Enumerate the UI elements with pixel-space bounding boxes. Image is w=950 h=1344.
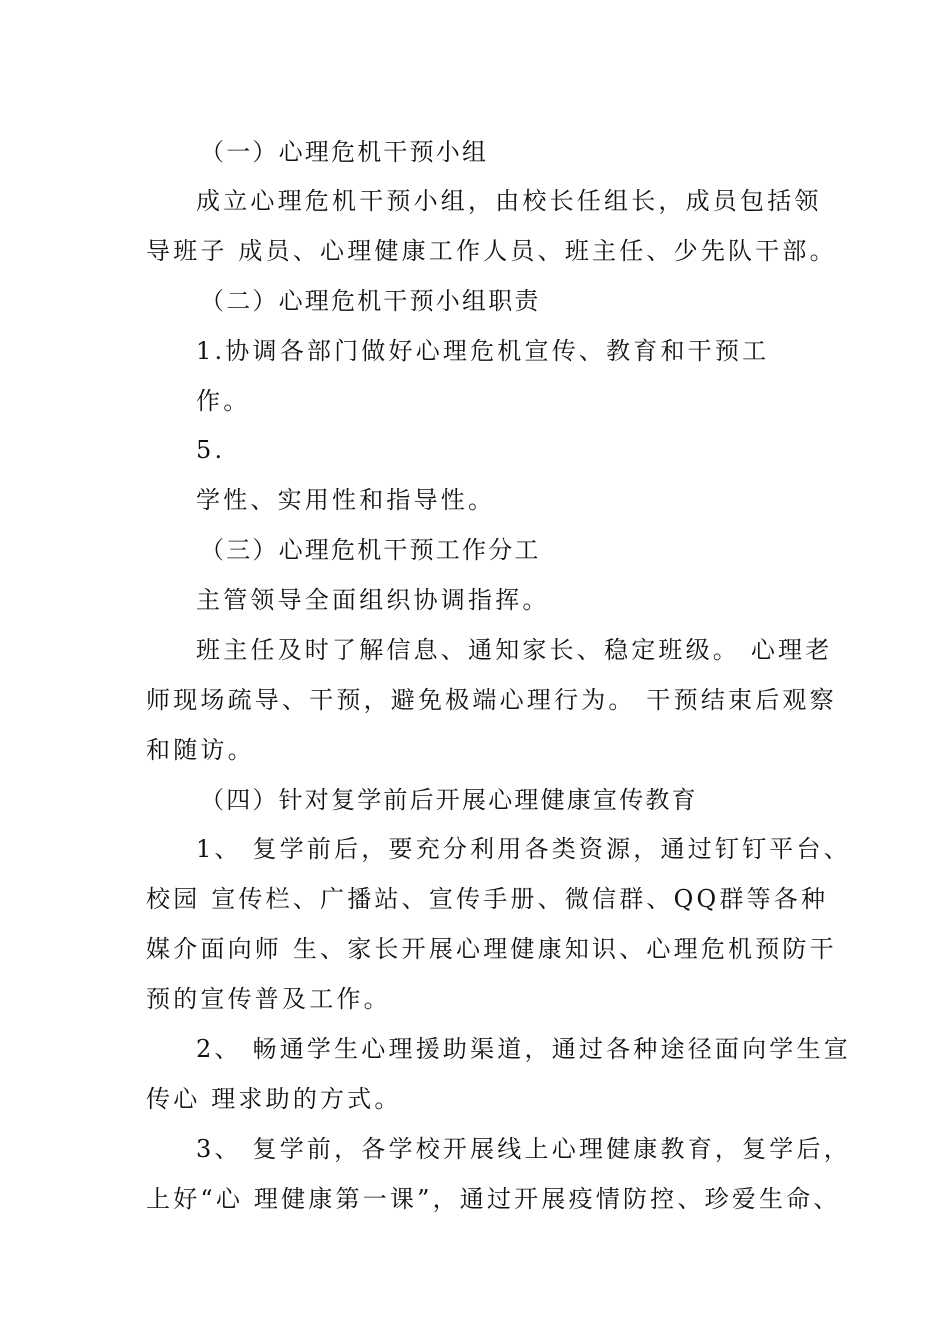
paragraph-line: 传心 理求助的方式。 xyxy=(146,1085,402,1113)
paragraph-line: 5. xyxy=(196,436,226,464)
paragraph-line: 上好“心 理健康第一课”，通过开展疫情防控、珍爱生命、 xyxy=(146,1185,841,1213)
section-heading-4: （四）针对复学前后开展心理健康宣传教育 xyxy=(200,786,698,814)
paragraph-line: 3、 复学前，各学校开展线上心理健康教育，复学后， xyxy=(196,1135,851,1163)
paragraph-line: 作。 xyxy=(196,387,251,415)
paragraph-line: 媒介面向师 生、家长开展心理健康知识、心理危机预防干 xyxy=(146,935,837,963)
section-heading-3: （三）心理危机干预工作分工 xyxy=(200,536,541,564)
paragraph-line: 学性、实用性和指导性。 xyxy=(196,486,496,514)
section-heading-1: （一）心理危机干预小组 xyxy=(200,138,489,166)
paragraph-line: 1.协调各部门做好心理危机宣传、教育和干预工 xyxy=(196,337,770,365)
paragraph-line: 和随访。 xyxy=(146,736,255,764)
paragraph-line: 师现场疏导、干预，避免极端心理行为。 干预结束后观察 xyxy=(146,686,837,714)
paragraph-line: 主管领导全面组织协调指挥。 xyxy=(196,586,550,614)
paragraph-line: 成立心理危机干预小组，由校长任组长，成员包括领 xyxy=(196,187,822,215)
section-heading-2: （二）心理危机干预小组职责 xyxy=(200,287,541,315)
paragraph-line: 班主任及时了解信息、通知家长、稳定班级。 心理老 xyxy=(196,636,833,664)
paragraph-line: 预的宣传普及工作。 xyxy=(146,985,391,1013)
paragraph-line: 校园 宣传栏、广播站、宣传手册、微信群、QQ群等各种 xyxy=(146,885,829,913)
paragraph-line: 导班子 成员、心理健康工作人员、班主任、少先队干部。 xyxy=(146,237,837,265)
paragraph-line: 1、 复学前后，要充分利用各类资源，通过钉钉平台、 xyxy=(196,835,851,863)
paragraph-line: 2、 畅通学生心理援助渠道，通过各种途径面向学生宣 xyxy=(196,1035,851,1063)
